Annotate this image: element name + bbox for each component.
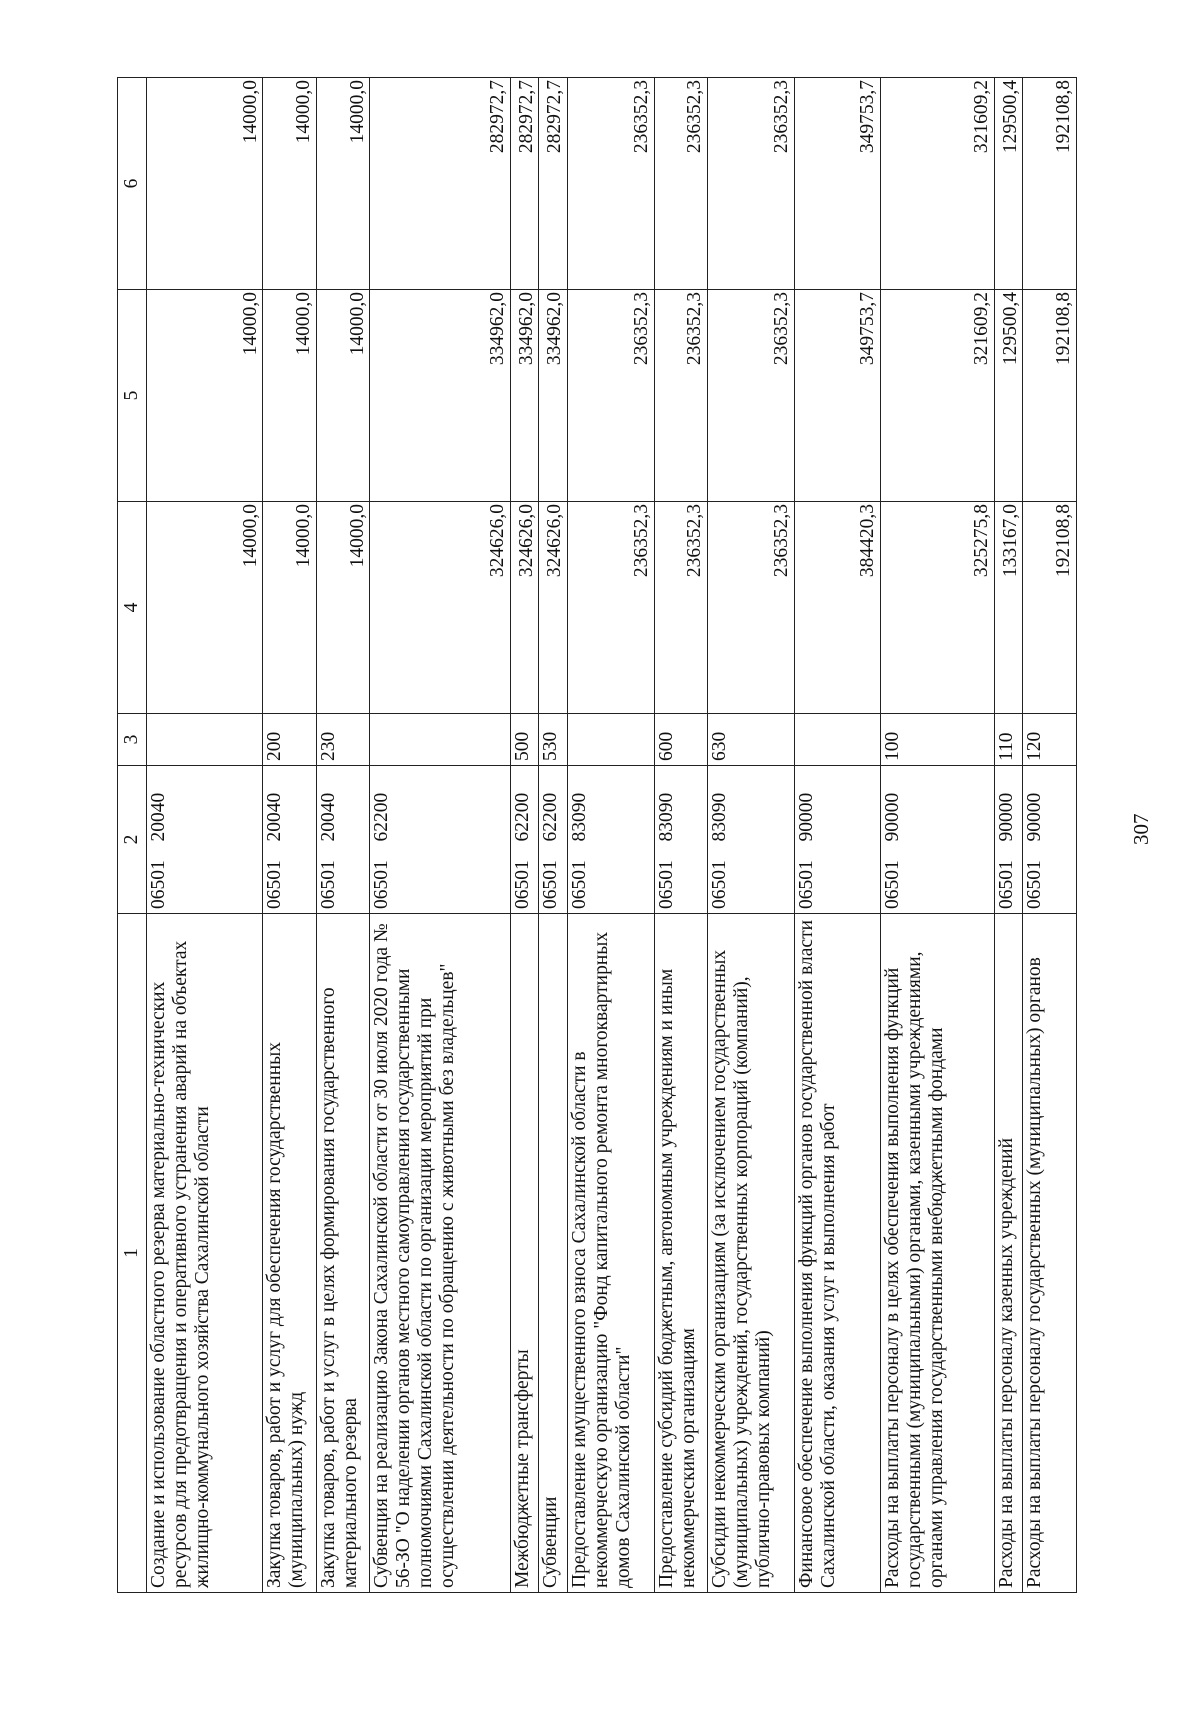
row-code-section: 06501	[147, 846, 263, 914]
table-row	[263, 78, 317, 1593]
header-row	[118, 78, 147, 1593]
row-value-col5: 14000,0	[263, 290, 317, 502]
row-description: Финансовое обеспечение выполнения функций органов государственной власти Сахалинской области, оказания услуг и выполнения работ	[794, 914, 881, 1593]
row-value-col5: 236352,3	[568, 290, 655, 502]
row-code-item: 83090	[708, 766, 795, 846]
row-expense-type: 630	[708, 714, 795, 766]
row-code-section: 06501	[994, 846, 1023, 914]
row-description: Закупка товаров, работ и услуг для обеспечения государственных (муниципальных) нужд	[263, 914, 317, 1593]
table-row	[1023, 78, 1077, 1593]
row-value-col4: 324626,0	[370, 502, 510, 714]
row-code-section: 06501	[708, 846, 795, 914]
row-expense-type: 530	[539, 714, 568, 766]
row-value-col4: 192108,8	[1023, 502, 1077, 714]
row-value-col5: 14000,0	[316, 290, 370, 502]
row-description: Предоставление имущественного взноса Сахалинской области в некоммерческую организацию "Фонд капитального ремонта многоквартирных домов Сахалинской области"	[568, 914, 655, 1593]
row-value-col5: 236352,3	[654, 290, 708, 502]
row-description: Расходы на выплаты персоналу казенных учреждений	[994, 914, 1023, 1593]
row-description: Субвенция на реализацию Закона Сахалинской области от 30 июля 2020 года № 56-ЗО "О наделении органов местного самоуправления государственными полномочиями Сахалинской области по организации мероприятий при осуществлении деятельности по обращению с животными без владельцев"	[370, 914, 510, 1593]
row-value-col6: 282972,7	[370, 78, 510, 290]
row-expense-type: 200	[263, 714, 317, 766]
row-code-item: 20040	[147, 766, 263, 846]
row-value-col6: 14000,0	[263, 78, 317, 290]
row-expense-type: 230	[316, 714, 370, 766]
table-row	[370, 78, 510, 1593]
row-value-col5: 349753,7	[794, 290, 881, 502]
row-description: Создание и использование областного резерва материально-технических ресурсов для предотвращения и оперативного устранения аварий на объектах жилищно-коммунального хозяйства Сахалинской области	[147, 914, 263, 1593]
row-code-item: 62200	[370, 766, 510, 846]
row-value-col5: 334962,0	[510, 290, 539, 502]
header-col-6: 6	[118, 78, 147, 290]
row-value-col5: 321609,2	[881, 290, 994, 502]
row-value-col5: 14000,0	[147, 290, 263, 502]
row-value-col6: 321609,2	[881, 78, 994, 290]
row-value-col4: 133167,0	[994, 502, 1023, 714]
table-row	[539, 78, 568, 1593]
table-body	[147, 78, 1077, 1593]
row-code-section: 06501	[510, 846, 539, 914]
table-row	[708, 78, 795, 1593]
row-code-item: 90000	[794, 766, 881, 846]
row-expense-type	[147, 714, 263, 766]
table-row	[316, 78, 370, 1593]
row-value-col6: 236352,3	[568, 78, 655, 290]
row-code-section: 06501	[881, 846, 994, 914]
row-code-section: 06501	[1023, 846, 1077, 914]
row-value-col4: 14000,0	[263, 502, 317, 714]
header-col-4: 4	[118, 502, 147, 714]
row-value-col4: 14000,0	[147, 502, 263, 714]
row-value-col5: 334962,0	[370, 290, 510, 502]
row-value-col4: 324626,0	[510, 502, 539, 714]
row-value-col5: 129500,4	[994, 290, 1023, 502]
row-value-col6: 14000,0	[147, 78, 263, 290]
table-row	[147, 78, 263, 1593]
row-value-col6: 236352,3	[654, 78, 708, 290]
row-expense-type: 500	[510, 714, 539, 766]
row-code-section: 06501	[539, 846, 568, 914]
row-value-col6: 282972,7	[539, 78, 568, 290]
row-code-item: 83090	[568, 766, 655, 846]
header-col-2: 2	[118, 766, 147, 914]
row-value-col4: 236352,3	[654, 502, 708, 714]
row-value-col6: 349753,7	[794, 78, 881, 290]
row-value-col5: 236352,3	[708, 290, 795, 502]
row-code-section: 06501	[654, 846, 708, 914]
row-code-item: 90000	[1023, 766, 1077, 846]
row-expense-type	[370, 714, 510, 766]
row-expense-type	[794, 714, 881, 766]
header-col-1: 1	[118, 914, 147, 1593]
row-value-col6: 192108,8	[1023, 78, 1077, 290]
row-value-col6: 236352,3	[708, 78, 795, 290]
table-row	[510, 78, 539, 1593]
row-value-col5: 192108,8	[1023, 290, 1077, 502]
row-description: Предоставление субсидий бюджетным, автономным учреждениям и иным некоммерческим организациям	[654, 914, 708, 1593]
rotated-page	[117, 78, 1152, 1593]
row-value-col6: 129500,4	[994, 78, 1023, 290]
table-row	[881, 78, 994, 1593]
row-description: Закупка товаров, работ и услуг в целях формирования государственного материального резерва	[316, 914, 370, 1593]
row-code-section: 06501	[370, 846, 510, 914]
row-value-col6: 282972,7	[510, 78, 539, 290]
row-code-section: 06501	[263, 846, 317, 914]
row-expense-type	[568, 714, 655, 766]
row-value-col6: 14000,0	[316, 78, 370, 290]
row-description: Расходы на выплаты персоналу в целях обеспечения выполнения функций государственными (муниципальными) органами, казенными учреждениями, органами управления государственными внебюджетными фондами	[881, 914, 994, 1593]
row-description: Расходы на выплаты персоналу государственных (муниципальных) органов	[1023, 914, 1077, 1593]
row-description: Субвенции	[539, 914, 568, 1593]
row-expense-type: 120	[1023, 714, 1077, 766]
row-expense-type: 100	[881, 714, 994, 766]
table-row	[994, 78, 1023, 1593]
row-description: Субсидии некоммерческим организациям (за исключением государственных (муниципальных) учреждений, государственных корпораций (компаний), публично-правовых компаний)	[708, 914, 795, 1593]
row-expense-type: 600	[654, 714, 708, 766]
table-row	[794, 78, 881, 1593]
row-value-col4: 384420,3	[794, 502, 881, 714]
row-code-item: 90000	[881, 766, 994, 846]
table-row	[568, 78, 655, 1593]
table-row	[654, 78, 708, 1593]
page-number: 307	[1129, 813, 1153, 845]
row-code-item: 62200	[510, 766, 539, 846]
row-code-section: 06501	[316, 846, 370, 914]
row-code-item: 83090	[654, 766, 708, 846]
row-code-item: 20040	[316, 766, 370, 846]
budget-table	[117, 77, 1077, 1593]
row-value-col4: 14000,0	[316, 502, 370, 714]
row-value-col4: 236352,3	[568, 502, 655, 714]
row-code-section: 06501	[568, 846, 655, 914]
header-col-5: 5	[118, 290, 147, 502]
row-description: Межбюджетные трансферты	[510, 914, 539, 1593]
row-value-col5: 334962,0	[539, 290, 568, 502]
row-code-item: 62200	[539, 766, 568, 846]
row-code-item: 20040	[263, 766, 317, 846]
row-code-section: 06501	[794, 846, 881, 914]
row-code-item: 90000	[994, 766, 1023, 846]
header-col-3: 3	[118, 714, 147, 766]
row-expense-type: 110	[994, 714, 1023, 766]
row-value-col4: 236352,3	[708, 502, 795, 714]
row-value-col4: 324626,0	[539, 502, 568, 714]
row-value-col4: 325275,8	[881, 502, 994, 714]
